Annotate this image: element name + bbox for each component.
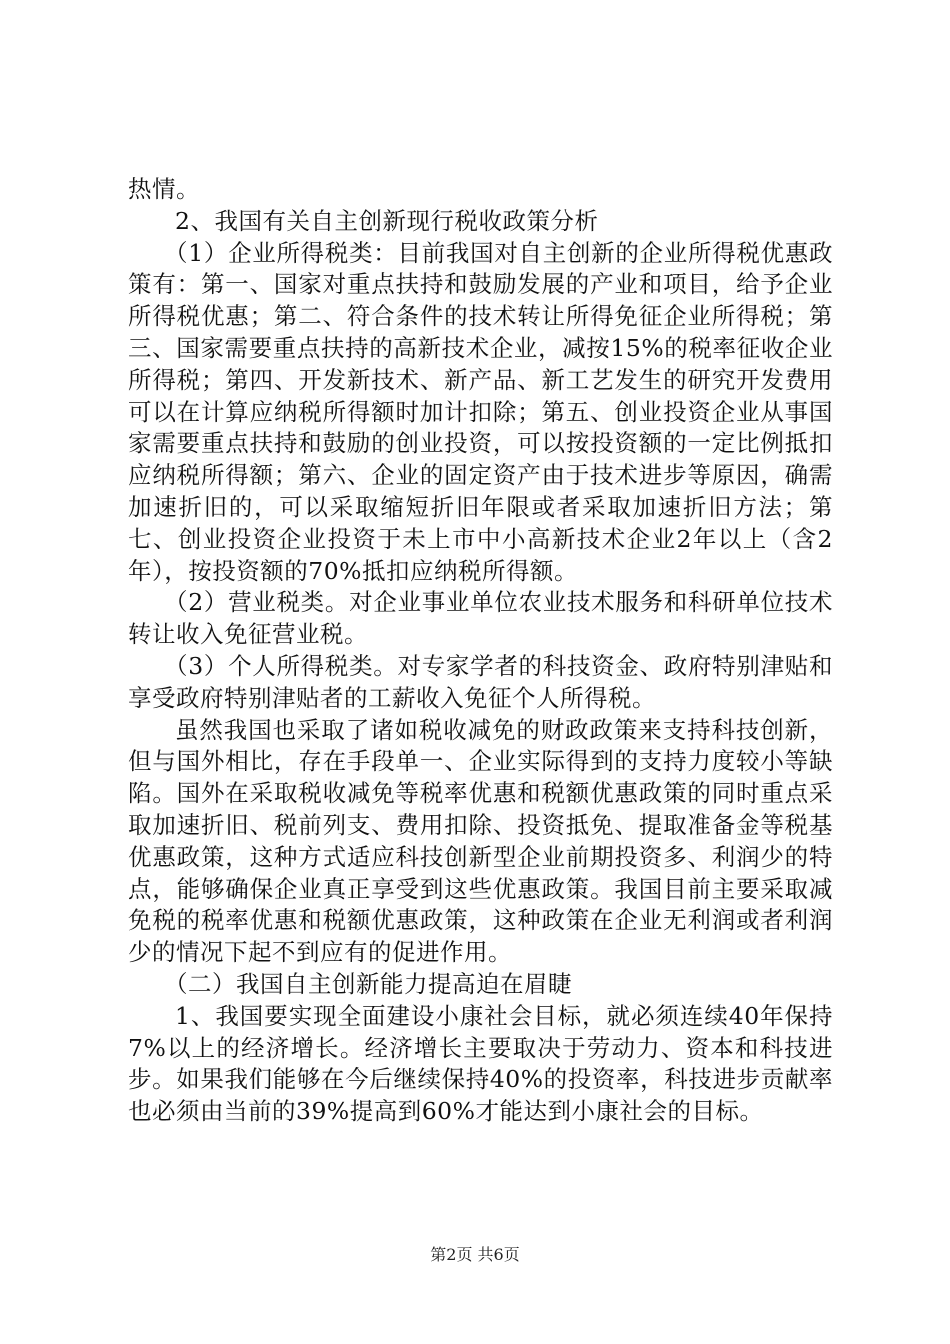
section-heading-innovation-urgency: （二）我国自主创新能力提高迫在眉睫 [164, 969, 572, 998]
paragraph-personal-income-tax: （3）个人所得税类。对专家学者的科技资金、政府特别津贴和享受政府特别津贴者的工薪收入免征个人所得税。 [128, 651, 833, 712]
paragraph-enterprise-income-tax: （1）企业所得税类：目前我国对自主创新的企业所得税优惠政策有：第一、国家对重点扶持和鼓励发展的产业和项目，给予企业所得税优惠；第二、符合条件的技术转让所得免征企业所得税；第三、国家需要重点扶持的高新技术企业，减按15%的税率征收企业所得税；第四、开发新技术、新产品、新工艺发生的研究开发费用可以在计算应纳税所得额时加计扣除；第五、创业投资企业从事国家需要重点扶持和鼓励的创业投资，可以按投资额的一定比例抵扣应纳税所得额；第六、企业的固定资产由于技术进步等原因，确需加速折旧的，可以采取缩短折旧年限或者采取加速折旧方法；第七、创业投资企业投资于未上市中小高新技术企业2年以上（含2年），按投资额的70%抵扣应纳税所得额。 [128, 238, 833, 585]
paragraph-continuation: 热情。 [128, 175, 200, 203]
document-body [128, 174, 833, 1128]
section-heading-tax-policy-analysis: 2、我国有关自主创新现行税收政策分析 [175, 206, 599, 235]
paragraph-xiaokang-goal: 1、我国要实现全面建设小康社会目标，就必须连续40年保持7%以上的经济增长。经济增长主要取决于劳动力、资本和科技进步。如果我们能够在今后继续保持40%的投资率，科技进步贡献率也必须由当前的39%提高到60%才能达到小康社会的目标。 [128, 1001, 833, 1126]
paragraph-comparison-abroad: 虽然我国也采取了诸如税收减免的财政政策来支持科技创新，但与国外相比，存在手段单一、企业实际得到的支持力度较小等缺陷。国外在采取税收减免等税率优惠和税额优惠政策的同时重点采取加速折旧、税前列支、费用扣除、投资抵免、提取准备金等税基优惠政策，这种方式适应科技创新型企业前期投资多、利润少的特点，能够确保企业真正享受到这些优惠政策。我国目前主要采取减免税的税率优惠和税额优惠政策，这种政策在企业无利润或者利润少的情况下起不到应有的促进作用。 [128, 715, 833, 967]
page-number-footer: 第2页 共6页 [430, 1245, 520, 1264]
paragraph-business-tax: （2）营业税类。对企业事业单位农业技术服务和科研单位技术转让收入免征营业税。 [128, 588, 833, 649]
